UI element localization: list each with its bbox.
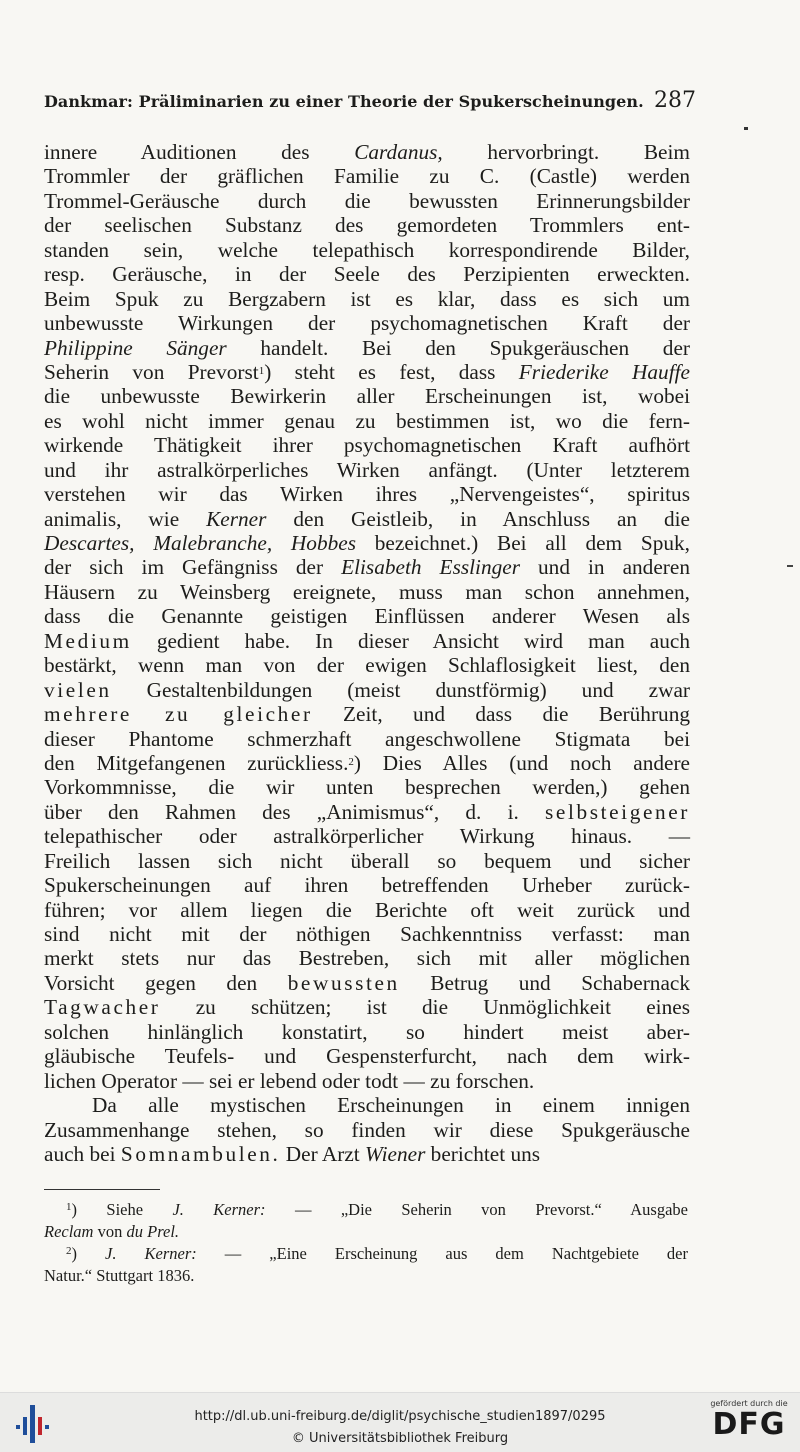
footnote-1-line-1: $^1$) Siehe J. Kerner: — „Die Seherin von Prevorst.“ Ausgabe — [66, 1200, 688, 1219]
body-text — [44, 140, 690, 1166]
footnote-2-line-2: Natur.“ Stuttgart 1836. — [44, 1266, 195, 1285]
text-segment: Vorsicht gegen den — [44, 970, 288, 995]
text-segment: Descartes, Malebranche, Hobbes — [44, 531, 356, 555]
text-segment: 1 — [258, 364, 265, 377]
copyright-notice: © Universitätsbibliothek Freiburg — [291, 1431, 509, 1446]
text-segment: Wiener — [365, 1141, 426, 1166]
text-segment: selbsteigener — [545, 799, 690, 824]
text-segment: berichtet uns — [425, 1141, 541, 1166]
text-line — [44, 678, 690, 702]
text-segment: bezeichnet.) Bei all dem Spuk, — [356, 531, 690, 555]
text-line: standen sein, welche telepathisch korrespondirende Bilder, — [44, 237, 690, 262]
text-line: solchen hinlänglich konstatirt, so hindert meist aber- — [44, 1019, 690, 1044]
text-line — [44, 971, 690, 995]
page-number: 287 — [654, 88, 696, 113]
text-line: lichen Operator — sei er lebend oder todt — zu forschen. — [44, 1068, 535, 1093]
text-line: Trommler der gräflichen Familie zu C. (Castle) werden — [44, 164, 690, 189]
text-segment: ) steht es fest, dass — [264, 359, 519, 384]
text-segment: ) Dies Alles (und noch andere — [353, 750, 690, 775]
text-segment: Zeit, und dass die Berührung — [312, 702, 690, 727]
dfg-logo-icon: DFG — [712, 1407, 786, 1442]
text-line: und ihr astralkörperliches Wirken anfängt. (Unter letzterem — [44, 457, 690, 482]
text-segment: bewussten — [287, 970, 400, 995]
footnote-2-line-1: $^2$) J. Kerner: — „Eine Erscheinung aus dem Nachtgebiete der — [66, 1244, 688, 1263]
text-segment: auch bei — [44, 1141, 121, 1166]
footnote-1-line-2: Reclam von du Prel. — [44, 1222, 180, 1241]
text-segment: Medium — [44, 628, 132, 653]
page-header — [44, 88, 696, 120]
text-segment: Kerner — [206, 506, 267, 531]
text-line — [44, 360, 690, 384]
text-segment: animalis, wie — [44, 506, 207, 531]
text-line: unbewusste Wirkungen der psychomagnetischen Kraft der — [44, 311, 690, 336]
text-line: merkt stets nur das Bestreben, sich mit aller möglichen — [44, 946, 690, 971]
text-line: Trommel-Geräusche durch die bewussten Erinnerungsbilder — [44, 188, 690, 213]
text-line — [44, 140, 690, 164]
text-line: die unbewusste Bewirkerin aller Erscheinungen ist, wobei — [44, 384, 690, 409]
text-segment: vielen — [44, 677, 112, 702]
text-line: Häusern zu Weinsberg ereignete, muss man schon annehmen, — [44, 579, 690, 604]
text-line: gläubische Teufels- und Gespensterfurcht, nach dem wirk- — [44, 1044, 690, 1069]
text-line — [44, 555, 690, 579]
text-segment: zu schützen; ist die Unmöglichkeit eines — [160, 995, 690, 1020]
scan-speck — [787, 565, 793, 567]
text-segment: Elisabeth Esslinger — [341, 555, 521, 580]
text-line — [44, 1142, 690, 1166]
text-segment: innere Auditionen des — [44, 140, 355, 164]
text-segment: Tagwacher — [44, 995, 161, 1020]
text-line: Spukerscheinungen auf ihren betreffenden Urheber zurück- — [44, 873, 690, 898]
text-segment: Somnambulen. — [120, 1141, 281, 1166]
dfg-funding-logo[interactable] — [704, 1399, 794, 1449]
text-segment: gedient habe. In dieser Ansicht wird man auch — [131, 628, 690, 653]
text-segment: den Mitgefangenen zurückliess. — [44, 750, 349, 775]
text-segment: Philippine Sänger — [44, 335, 227, 360]
text-line: verstehen wir das Wirken ihres „Nervengeistes“, spiritus — [44, 482, 690, 507]
text-line: Vorkommnisse, die wir unten besprechen werden,) gehen — [44, 775, 690, 800]
text-segment: mehrere zu gleicher — [44, 702, 313, 727]
text-line — [44, 751, 690, 775]
text-line — [44, 702, 690, 726]
page-url-link[interactable]: http://dl.ub.uni-freiburg.de/diglit/psychische_studien1897/0295 — [194, 1409, 606, 1424]
text-line — [44, 800, 690, 824]
text-line — [44, 531, 690, 555]
text-segment: 2 — [348, 755, 354, 768]
text-line — [44, 629, 690, 653]
text-segment: über den Rahmen des „Animismus“, d. i. — [44, 799, 546, 824]
text-line — [44, 995, 690, 1019]
text-segment: Betrug und Schabernack — [399, 970, 690, 995]
text-segment: Friederike Hauffe — [518, 359, 690, 384]
text-segment: hervorbringt. Beim — [442, 140, 690, 164]
text-line: Da alle mystischen Erscheinungen in einem innigen — [92, 1093, 690, 1118]
text-line: Freilich lassen sich nicht überall so bequem und sicher — [44, 848, 690, 873]
text-segment: handelt. Bei den Spukgeräuschen der — [226, 335, 690, 360]
text-line: wirkende Thätigkeit ihrer psychomagnetischen Kraft aufhört — [44, 433, 690, 458]
text-line: dass die Genannte geistigen Einflüssen anderer Wesen als — [44, 604, 690, 629]
text-line: sind nicht mit der nöthigen Sachkenntniss verfasst: man — [44, 922, 690, 946]
text-line: führen; vor allem liegen die Berichte oft weit zurück und — [44, 897, 690, 922]
text-line: bestärkt, wenn man von der ewigen Schlaflosigkeit liest, den — [44, 653, 690, 678]
text-line — [44, 507, 690, 531]
text-line: Beim Spuk zu Bergzabern ist es klar, dass es sich um — [44, 286, 690, 311]
text-segment: den Geistleib, in Anschluss an die — [266, 506, 690, 531]
text-line: telepathischer oder astralkörperlicher Wirkung hinaus. — — [44, 824, 690, 849]
text-segment: der sich im Gefängniss der — [44, 555, 342, 580]
scan-speck — [744, 127, 748, 130]
viewer-footer — [0, 1392, 800, 1452]
text-line: es wohl nicht immer genau zu bestimmen ist, wo die fern- — [44, 408, 690, 433]
text-segment: und in anderen — [520, 555, 690, 580]
text-line — [44, 336, 690, 360]
text-segment: Der Arzt — [280, 1141, 366, 1166]
text-segment: Cardanus, — [354, 140, 443, 164]
text-segment: Gestaltenbildungen (meist dunstförmig) und zwar — [111, 677, 690, 702]
text-line: dieser Phantome schmerzhaft angeschwollene Stigmata bei — [44, 726, 690, 751]
running-head: Dankmar: Präliminarien zu einer Theorie der Spukerscheinungen. — [44, 92, 644, 111]
dfg-caption: gefördert durch die — [710, 1399, 788, 1408]
text-segment: Seherin von Prevorst — [44, 359, 259, 384]
footnote-rule — [44, 1189, 160, 1190]
text-line: der seelischen Substanz des gemordeten Trommlers ent- — [44, 213, 690, 238]
text-line: resp. Geräusche, in der Seele des Perzipienten erweckten. — [44, 262, 690, 287]
text-line: Zusammenhange stehen, so finden wir diese Spukgeräusche — [44, 1117, 690, 1142]
footnotes — [44, 1199, 688, 1287]
